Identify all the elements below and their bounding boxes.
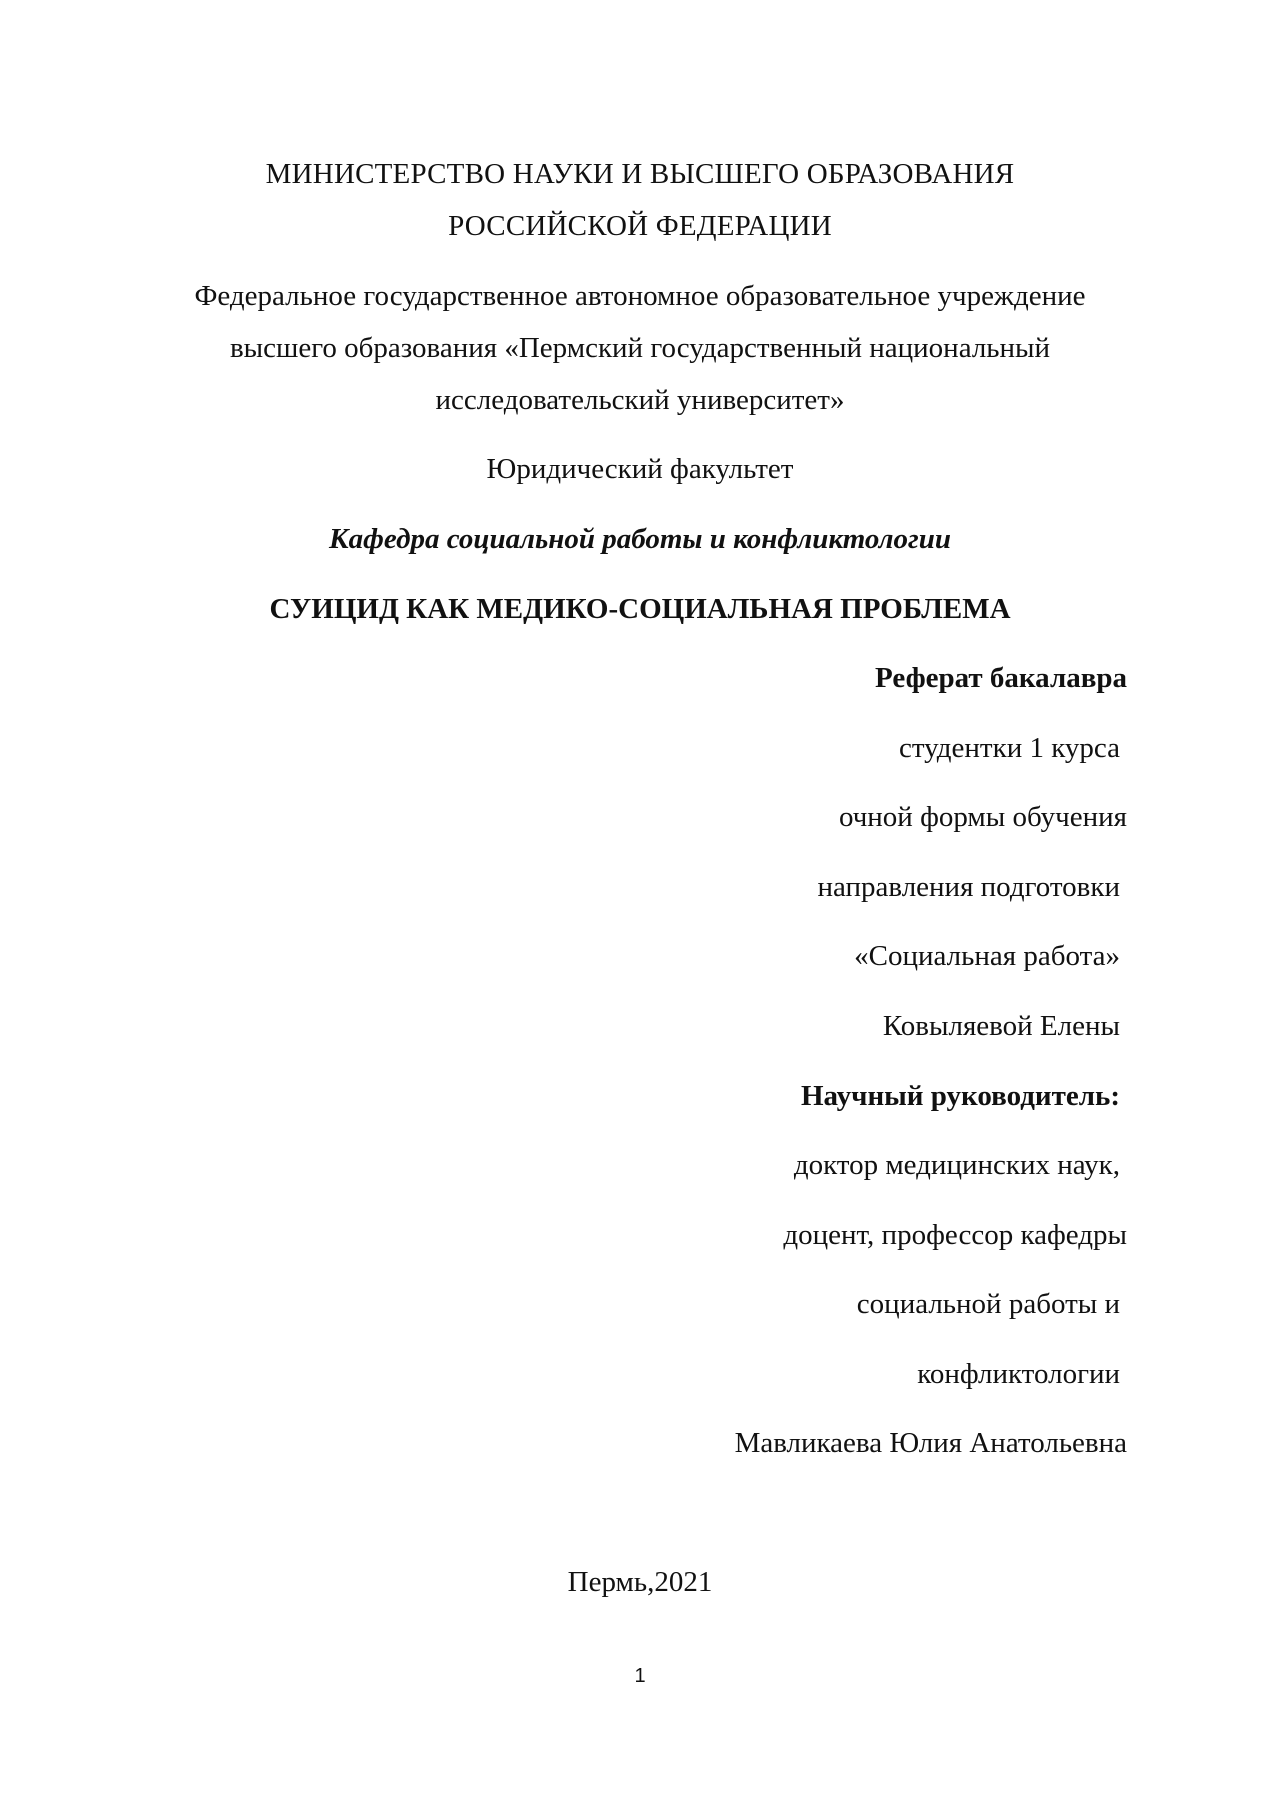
department-name: Кафедра социальной работы и конфликтологии xyxy=(329,523,951,555)
page-number: 1 xyxy=(634,1665,646,1687)
author-direction-label: направления подготовки xyxy=(817,871,1120,903)
supervisor-position: доцент, профессор кафедры xyxy=(783,1219,1127,1251)
institution-line-1: Федеральное государственное автономное образовательное учреждение xyxy=(194,280,1086,312)
supervisor-department-1: социальной работы и xyxy=(856,1288,1120,1320)
faculty-name: Юридический факультет xyxy=(486,453,794,485)
supervisor-degree: доктор медицинских наук, xyxy=(793,1149,1120,1181)
supervisor-department-2: конфликтологии xyxy=(917,1358,1120,1390)
document-title: СУИЦИД КАК МЕДИКО-СОЦИАЛЬНАЯ ПРОБЛЕМА xyxy=(269,593,1011,625)
author-course: студентки 1 курса xyxy=(898,732,1120,764)
institution-line-3: исследовательский университет» xyxy=(435,384,845,416)
supervisor-name: Мавликаева Юлия Анатольевна xyxy=(734,1427,1127,1459)
city-year: Пермь,2021 xyxy=(567,1566,713,1598)
author-direction-name: «Социальная работа» xyxy=(854,940,1120,972)
ministry-line-1: МИНИСТЕРСТВО НАУКИ И ВЫСШЕГО ОБРАЗОВАНИЯ xyxy=(265,158,1015,190)
supervisor-heading: Научный руководитель: xyxy=(801,1080,1120,1112)
author-name: Ковыляевой Елены xyxy=(882,1010,1120,1042)
author-study-form: очной формы обучения xyxy=(838,801,1127,833)
ministry-line-2: РОССИЙСКОЙ ФЕДЕРАЦИИ xyxy=(448,210,832,242)
author-heading: Реферат бакалавра xyxy=(875,662,1127,694)
institution-line-2: высшего образования «Пермский государственный национальный xyxy=(229,332,1051,364)
